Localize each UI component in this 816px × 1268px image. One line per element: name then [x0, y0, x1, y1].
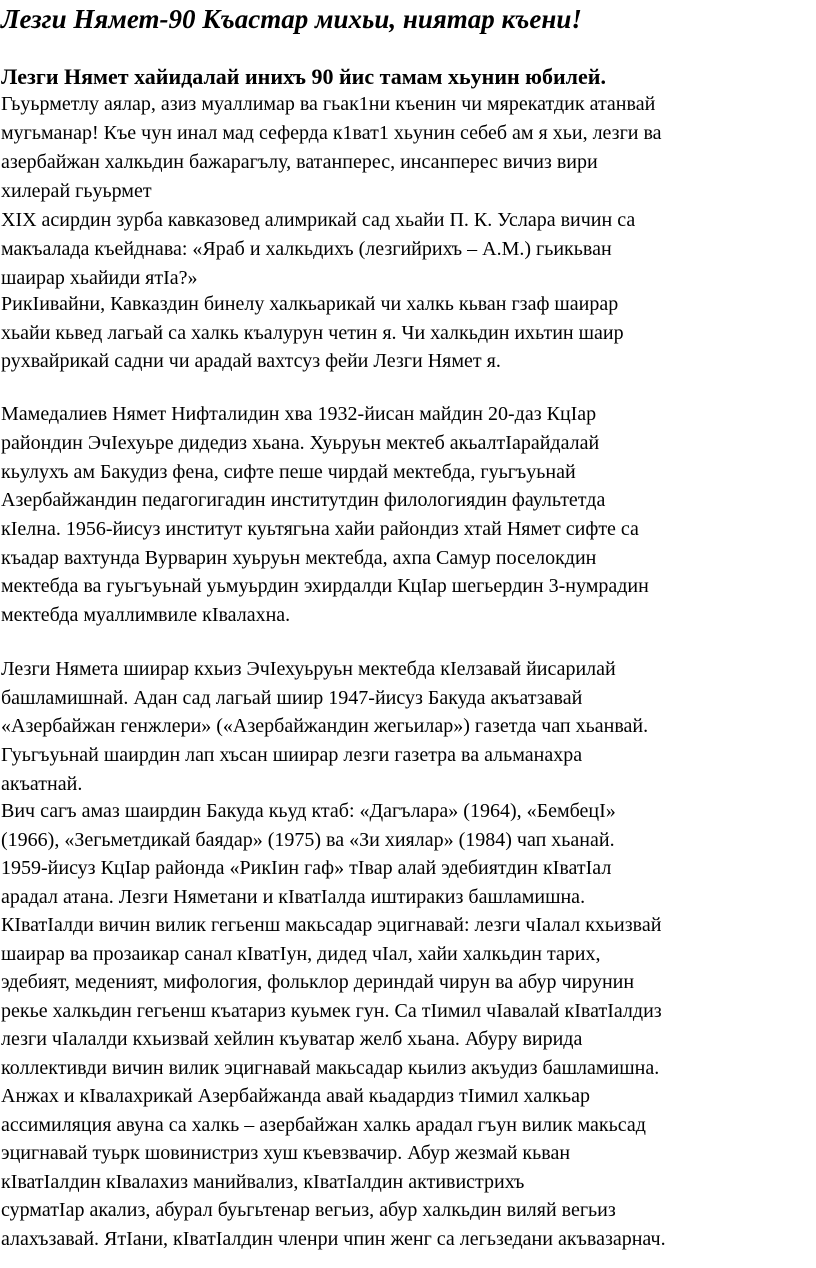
paragraph-line: кIелна. 1956-йисуз институт куьтягьна хайи райондиз хтай Нямет сифте са: [1, 518, 639, 540]
paragraph-line: сурматIар акализ, абурал буьгьтенар вегьиз, абур халкьдин виляй вегьиз: [1, 1199, 616, 1221]
paragraph-line: Лезги Нямета шиирар кхьиз ЭчIехуьруьн мектебда кIелзавай йисарилай: [1, 658, 616, 680]
paragraph-line: мугьманар! Къе чун инал мад сеферда к1ват1 хьунин себеб ам я хьи, лезги ва: [1, 122, 662, 144]
paragraph-line: Гьуьрметлу аялар, азиз муаллимар ва гьак1ни къенин чи мярекатдик атанвай: [1, 93, 656, 115]
paragraph-line: хьайи кьвед лагьай са халкь къалурун четин я. Чи халкьдин ихьтин шаир: [1, 322, 624, 344]
paragraph-line: азербайжан халкьдин бажарагълу, ватанперес, инсанперес вичиз вири: [1, 151, 598, 173]
paragraph-line: Анжах и кIвалахрикай Азербайжанда авай кьадардиз тIимил халкьар: [1, 1085, 590, 1107]
paragraph-line: макъалада къейднава: «Яраб и халкьдихъ (лезгийрихъ – А.М.) гьикьван: [1, 238, 612, 260]
paragraph-line: лезги чIалалди кхьизвай хейлин къуватар желб хьана. Абуру вирида: [1, 1028, 583, 1050]
paragraph-line: ассимиляция авуна са халкь – азербайжан халкь арадал гъун вилик макьсад: [1, 1114, 646, 1136]
paragraph-line: хилерай гьуьрмет: [1, 180, 152, 202]
paragraph-line: КIватIалди вичин вилик гегьенш макьсадар эцигнавай: лезги чIалал кхьизвай: [1, 914, 662, 936]
paragraph-line: арадал атана. Лезги Няметани и кIватIалда иштиракиз башламишна.: [1, 886, 586, 908]
paragraph-line: эцигнавай туьрк шовинистриз хуш къевзвачир. Абур жезмай кьван: [1, 1142, 571, 1164]
paragraph-line: кIватIалдин кIвалахиз манийвализ, кIватIалдин активистрихъ: [1, 1171, 525, 1193]
document-heading: Лезги Нямет хайидалай инихъ 90 йис тамам хьунин юбилей.: [1, 64, 606, 89]
paragraph-line: РикIивайни, Кавказдин бинелу халкьарикай чи халкь кьван гзаф шаирар: [1, 293, 619, 315]
paragraph-line: эдебият, меденият, мифология, фольклор дериндай чирун ва абур чирунин: [1, 971, 635, 993]
paragraph-line: райондин ЭчIехуьре дидедиз хьана. Хуьруьн мектеб акьалтIарайдалай: [1, 432, 600, 454]
paragraph-line: Вич сагъ амаз шаирдин Бакуда кьуд ктаб: «Дагълара» (1964), «БембецI»: [1, 800, 616, 822]
paragraph-line: Мамедалиев Нямет Нифталидин хва 1932-йисан майдин 20-даз КцIар: [1, 403, 597, 425]
paragraph-line: мектебда ва гуьгъуьнай уьмуьрдин эхирдалди КцIар шегьердин 3-нумрадин: [1, 575, 649, 597]
document-title: Лезги Нямет-90 Къастар михьи, ниятар къени!: [1, 4, 582, 34]
paragraph-line: акъатнай.: [1, 773, 83, 795]
paragraph-line: XIX асирдин зурба кавказовед алимрикай сад хьайи П. К. Услара вичин са: [1, 209, 636, 231]
paragraph-line: шаирар ва прозаикар санал кIватIун, дидед чIал, хайи халкьдин тарих,: [1, 943, 601, 965]
paragraph-line: башламишнай. Адан сад лагьай шиир 1947-йисуз Бакуда акъатзавай: [1, 687, 583, 709]
paragraph-line: рекье халкьдин гегьенш къатариз куьмек гун. Са тIимил чIавалай кIватIалдиз: [1, 1000, 662, 1022]
paragraph-line: Гуьгъуьнай шаирдин лап хъсан шиирар лезги газетра ва альманахра: [1, 744, 583, 766]
paragraph-line: Азербайжандин педагогигадин институтдин филологиядин фаультетда: [1, 489, 606, 511]
paragraph-line: кьулухъ ам Бакудиз фена, сифте пеше чирдай мектебда, гуьгъуьнай: [1, 461, 576, 483]
paragraph-line: «Азербайжан генжлери» («Азербайжандин жегьилар») газетда чап хьанвай.: [1, 715, 649, 737]
paragraph-line: шаирар хьайиди ятIа?»: [1, 267, 198, 289]
paragraph-line: рухвайрикай садни чи арадай вахтсуз фейи Лезги Нямет я.: [1, 350, 501, 372]
paragraph-line: алахъзавай. ЯтIани, кIватIалдин членри чпин женг са легьзедани акъвазарнач.: [1, 1228, 666, 1250]
paragraph-line: коллективди вичин вилик эцигнавай макьсадар кьилиз акъудиз башламишна.: [1, 1057, 660, 1079]
paragraph-line: къадар вахтунда Вурварин хуьруьн мектебда, ахпа Самур поселокдин: [1, 547, 597, 569]
paragraph-line: мектебда муаллимвиле кIвалахна.: [1, 604, 291, 626]
paragraph-line: 1959-йисуз КцIар районда «РикIин гаф» тIвар алай эдебиятдин кIватIал: [1, 857, 612, 879]
paragraph-line: (1966), «Зегьметдикай баядар» (1975) ва «Зи хиялар» (1984) чап хьанай.: [1, 829, 615, 851]
